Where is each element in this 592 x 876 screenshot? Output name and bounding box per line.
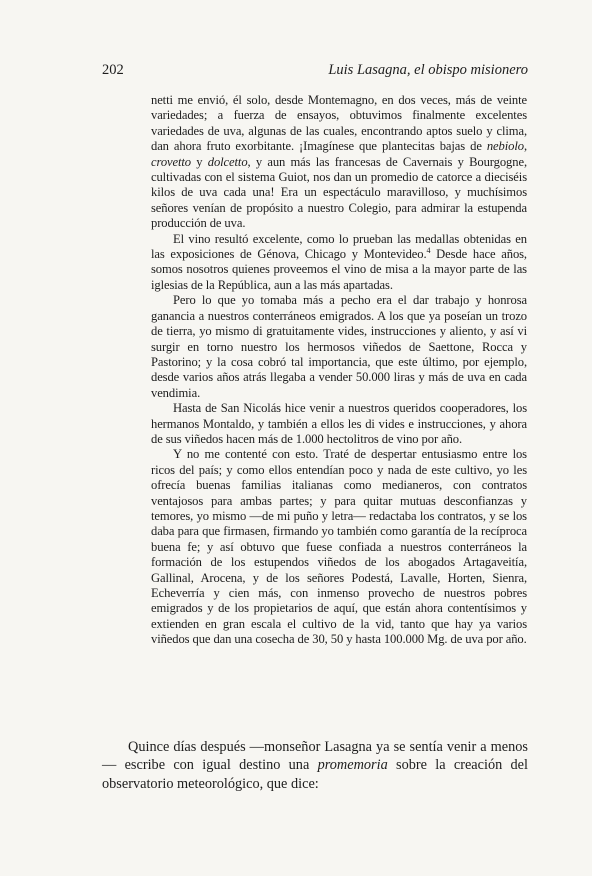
body-paragraph bbox=[102, 738, 528, 793]
quote-text: Desde hace años, somos nosotros quienes proveemos el vino de misa a la mayor parte de las iglesias de la República, aun a las más apartadas. bbox=[151, 247, 527, 292]
quote-text: , bbox=[523, 139, 527, 154]
body-text-block bbox=[102, 738, 528, 793]
italic-term-dolcetto: dolcetto bbox=[207, 154, 248, 169]
body-text: sobre la creación del observatorio meteorológico, que dice: bbox=[102, 757, 528, 792]
quote-paragraph-4: Hasta de San Nicolás hice venir a nuestros queridos cooperadores, los hermanos Montaldo, y también a ellos les di vides e instrucciones, y ahora de sus viñedos hacen más de 1.000 hectolitros de vino por año. bbox=[151, 401, 527, 446]
italic-term-promemoria: promemoria bbox=[317, 757, 388, 774]
running-title: Luis Lasagna, el obispo misionero bbox=[328, 62, 528, 78]
quote-paragraph-5: Y no me contenté con esto. Traté de despertar entusiasmo entre los ricos del país; y como ellos entendían poco y nada de este cultivo, yo les ofrecía buenas familias italianas como medianeros, con contratos ventajosos para ambas partes; y para quitar mutuas desconfianzas y temores, yo mismo —de mi puño y letra— redactaba los contratos, y se los daba para que firmasen, firmando yo también como garantía de la recíproca buena fe; y así obtuvo que fuese confiada a nuestros conterráneos la formación de los estupendos viñedos de los abogados Artagaveitía, Gallinal, Arocena, y de los señores Podestá, Lavalle, Horten, Sienra, Echeverría y cien más, con inmenso provecho de nuestros pobres emigrados y de los propietarios de aquí, que están ahora contentísimos y extienden en gran escala el cultivo de la vid, tanto que hay ya varios viñedos que dan una cosecha de 30, 50 y hasta 100.000 Mg. de uva por año. bbox=[151, 447, 527, 647]
italic-term-crovetto: crovetto bbox=[151, 154, 191, 169]
quoted-letter-block bbox=[151, 93, 527, 648]
quote-text: y bbox=[191, 154, 208, 169]
page-number: 202 bbox=[102, 62, 124, 78]
quote-paragraph-3: Pero lo que yo tomaba más a pecho era el dar trabajo y honrosa ganancia a nuestros conterráneos emigrados. A los que ya poseían un trozo de tierra, yo mismo di gratuitamente vides, instrucciones y aliento, y así vi surgir en torno nuestro los hermosos viñedos de Saettone, Rocca y Pastorino; y la cosa cobró tal importancia, que este último, por ejemplo, desde varios años atrás llegaba a vender 50.000 liras y más de uva en cada vendimia. bbox=[151, 293, 527, 400]
footnote-reference: 4 bbox=[426, 246, 431, 256]
quote-paragraph-2 bbox=[151, 232, 527, 294]
page-header bbox=[102, 62, 528, 82]
quote-paragraph-1 bbox=[151, 93, 527, 232]
body-text: Quince días después —monseñor Lasagna ya se sentía venir a menos— escribe con igual destino una bbox=[102, 739, 528, 774]
quote-text: netti me envió, él solo, desde Montemagno, en dos veces, más de veinte variedades; a fuerza de ensayos, obtuvimos finalmente excelentes variedades de uva, algunas de las cuales, encontrando aptos suelo y clima, dan ahora fruto exorbitante. ¡Imagínese que plantecitas bajas de bbox=[151, 93, 527, 154]
quote-text: El vino resultó excelente, como lo prueban las medallas obtenidas en las exposiciones de Génova, Chicago y Montevideo. bbox=[151, 231, 527, 262]
italic-term-nebiolo: nebiolo bbox=[486, 139, 524, 154]
quote-text: , y aun más las francesas de Cavernais y Bourgogne, cultivadas con el sistema Guiot, nos dan un promedio de catorce a dieciséis kilos de uva cada una! Era un espectáculo maravilloso, y muchísimos señores venían de propósito a nuestro Colegio, para admirar la estupenda producción de uva. bbox=[151, 154, 527, 231]
